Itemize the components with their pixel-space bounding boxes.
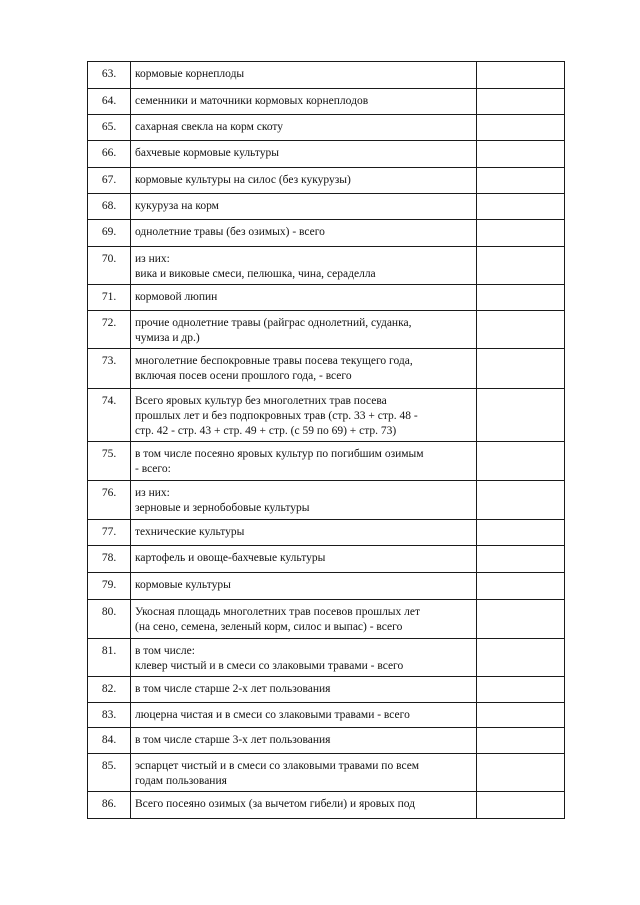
row-value-cell xyxy=(477,520,565,546)
row-description-cell xyxy=(131,677,477,703)
table-row xyxy=(88,520,565,546)
row-description: в том числе старше 3-х лет пользования xyxy=(135,734,331,746)
row-description: в том числе старше 2-х лет пользования xyxy=(135,683,331,695)
row-description-cell xyxy=(131,62,477,89)
row-description-cell xyxy=(131,573,477,600)
row-description-cell xyxy=(131,247,477,285)
row-description: технические культуры xyxy=(135,526,245,538)
row-number: 73. xyxy=(88,349,131,389)
table-row xyxy=(88,573,565,600)
row-description: Укосная площадь многолетних трав посевов прошлых лет (на сено, семена, зеленый корм, силос и выпас) - всего xyxy=(135,606,421,633)
row-value-cell xyxy=(477,728,565,754)
row-description-cell xyxy=(131,520,477,546)
row-description: бахчевые кормовые культуры xyxy=(135,147,279,159)
row-number: 80. xyxy=(88,600,131,639)
row-value-cell xyxy=(477,792,565,819)
table-row xyxy=(88,311,565,349)
table-row xyxy=(88,141,565,168)
row-description-cell xyxy=(131,285,477,311)
table-row xyxy=(88,115,565,141)
row-description: картофель и овоще-бахчевые культуры xyxy=(135,552,326,564)
row-description: многолетние беспокровные травы посева текущего года, включая посев осени прошлого года, - всего xyxy=(135,355,413,382)
row-value-cell xyxy=(477,389,565,442)
row-description-cell xyxy=(131,141,477,168)
row-number: 69. xyxy=(88,220,131,247)
row-description: Всего посеяно озимых (за вычетом гибели) и яровых под xyxy=(135,798,416,810)
table-body xyxy=(88,62,565,819)
row-number: 83. xyxy=(88,703,131,728)
row-description: в том числе посеяно яровых культур по погибшим озимым - всего: xyxy=(135,448,424,475)
row-value-cell xyxy=(477,754,565,792)
row-number: 86. xyxy=(88,792,131,819)
row-value-cell xyxy=(477,168,565,194)
row-description: в том числе: клевер чистый и в смеси со злаковыми травами - всего xyxy=(135,645,404,672)
row-description: люцерна чистая и в смеси со злаковыми травами - всего xyxy=(135,709,410,721)
table-row xyxy=(88,247,565,285)
row-description: кормовые корнеплоды xyxy=(135,68,245,80)
row-number: 63. xyxy=(88,62,131,89)
row-description-cell xyxy=(131,639,477,677)
row-description-cell xyxy=(131,168,477,194)
row-number: 84. xyxy=(88,728,131,754)
table-row xyxy=(88,89,565,115)
row-description: кормовые культуры xyxy=(135,579,231,591)
row-value-cell xyxy=(477,546,565,573)
row-value-cell xyxy=(477,62,565,89)
row-number: 71. xyxy=(88,285,131,311)
row-description: кукуруза на корм xyxy=(135,200,219,212)
row-description: эспарцет чистый и в смеси со злаковыми травами по всем годам пользования xyxy=(135,760,420,787)
row-description-cell xyxy=(131,220,477,247)
row-description-cell xyxy=(131,389,477,442)
table-row xyxy=(88,168,565,194)
table-row xyxy=(88,728,565,754)
row-value-cell xyxy=(477,194,565,220)
table-row xyxy=(88,677,565,703)
row-description: Всего яровых культур без многолетних трав посева прошлых лет и без подпокровных трав (стр. 33 + стр. 48 - стр. 42 - стр. 43 + стр. 49 + стр. (с 59 по 69) + стр. 73) xyxy=(135,395,418,437)
table-row xyxy=(88,442,565,481)
table-row xyxy=(88,349,565,389)
row-description: из них: вика и виковые смеси, пелюшка, чина, сераделла xyxy=(135,253,376,280)
row-description-cell xyxy=(131,349,477,389)
row-value-cell xyxy=(477,247,565,285)
row-number: 68. xyxy=(88,194,131,220)
row-number: 82. xyxy=(88,677,131,703)
crop-area-table xyxy=(87,61,565,819)
row-value-cell xyxy=(477,600,565,639)
row-number: 76. xyxy=(88,481,131,520)
row-number: 64. xyxy=(88,89,131,115)
row-description-cell xyxy=(131,728,477,754)
row-value-cell xyxy=(477,141,565,168)
table-row xyxy=(88,285,565,311)
row-description: однолетние травы (без озимых) - всего xyxy=(135,226,325,238)
row-description-cell xyxy=(131,311,477,349)
row-description: кормовые культуры на силос (без кукурузы) xyxy=(135,174,351,186)
row-number: 78. xyxy=(88,546,131,573)
table-row xyxy=(88,62,565,89)
row-description-cell xyxy=(131,600,477,639)
table-row xyxy=(88,792,565,819)
row-description-cell xyxy=(131,703,477,728)
row-value-cell xyxy=(477,349,565,389)
row-number: 74. xyxy=(88,389,131,442)
row-value-cell xyxy=(477,677,565,703)
row-number: 70. xyxy=(88,247,131,285)
table-row xyxy=(88,389,565,442)
row-description: семенники и маточники кормовых корнеплодов xyxy=(135,95,369,107)
row-value-cell xyxy=(477,481,565,520)
row-value-cell xyxy=(477,285,565,311)
row-number: 81. xyxy=(88,639,131,677)
table-row xyxy=(88,600,565,639)
row-number: 75. xyxy=(88,442,131,481)
table-row xyxy=(88,481,565,520)
row-description-cell xyxy=(131,194,477,220)
row-number: 66. xyxy=(88,141,131,168)
table-row xyxy=(88,546,565,573)
row-description-cell xyxy=(131,89,477,115)
row-number: 77. xyxy=(88,520,131,546)
row-value-cell xyxy=(477,220,565,247)
table-row xyxy=(88,703,565,728)
row-description-cell xyxy=(131,792,477,819)
row-number: 79. xyxy=(88,573,131,600)
row-description-cell xyxy=(131,754,477,792)
row-value-cell xyxy=(477,89,565,115)
table-row xyxy=(88,639,565,677)
row-value-cell xyxy=(477,442,565,481)
row-value-cell xyxy=(477,639,565,677)
row-description-cell xyxy=(131,546,477,573)
row-value-cell xyxy=(477,311,565,349)
row-description: сахарная свекла на корм скоту xyxy=(135,121,284,133)
row-description: прочие однолетние травы (райграс однолетний, суданка, чумиза и др.) xyxy=(135,317,412,344)
row-description-cell xyxy=(131,115,477,141)
table-row xyxy=(88,220,565,247)
row-value-cell xyxy=(477,573,565,600)
row-number: 72. xyxy=(88,311,131,349)
row-number: 67. xyxy=(88,168,131,194)
row-number: 85. xyxy=(88,754,131,792)
row-value-cell xyxy=(477,703,565,728)
row-number: 65. xyxy=(88,115,131,141)
row-description-cell xyxy=(131,481,477,520)
table-row xyxy=(88,194,565,220)
row-description: из них: зерновые и зернобобовые культуры xyxy=(135,487,310,514)
table-row xyxy=(88,754,565,792)
row-value-cell xyxy=(477,115,565,141)
row-description-cell xyxy=(131,442,477,481)
row-description: кормовой люпин xyxy=(135,291,218,303)
